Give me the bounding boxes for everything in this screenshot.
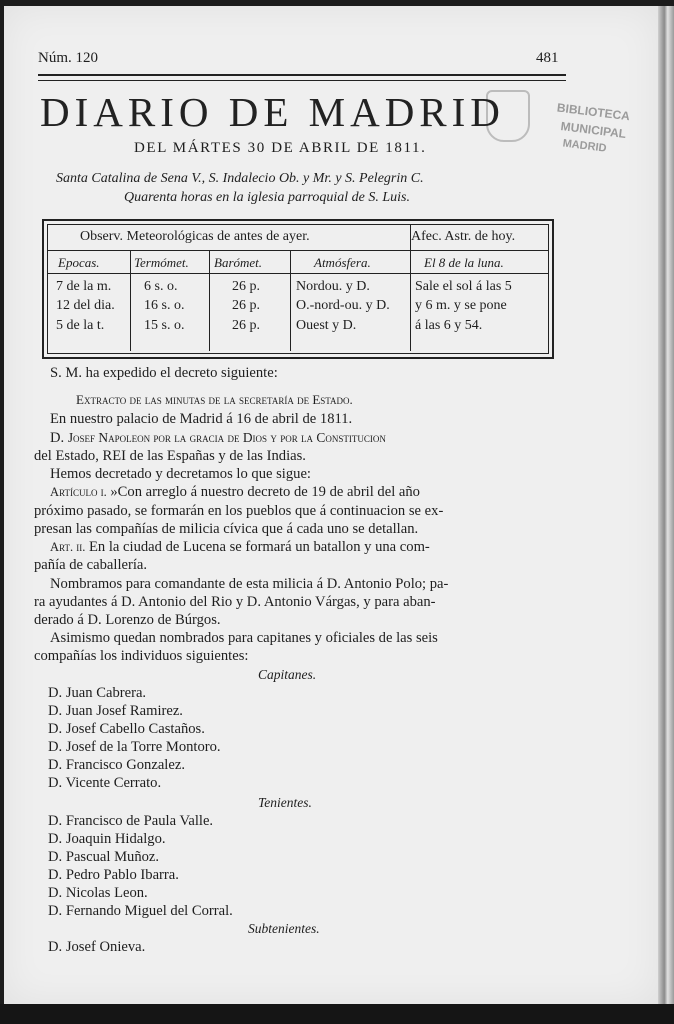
col-header-termometro: Termómet. xyxy=(134,255,189,270)
weather-table xyxy=(42,219,554,359)
decree-text: Hemos decretado y decretamos lo que sigue: xyxy=(50,466,311,482)
col-header-luna: El 8 de la luna. xyxy=(424,255,504,270)
list-item: D. Juan Josef Ramirez. xyxy=(48,703,183,719)
table-cell: 16 s. o. xyxy=(144,298,185,313)
list-item: D. Francisco Gonzalez. xyxy=(48,757,185,773)
decree-heading: Extracto de las minutas de la secretaría de Estado. xyxy=(76,392,353,407)
decree-text: presan las compañías de milicia cívica que á cada uno se detallan. xyxy=(34,521,419,537)
decree-king-line: D. Josef Napoleon por la gracia de Dios y por la Constitucion xyxy=(50,430,386,446)
library-stamp: BIBLIOTECA MUNICIPAL MADRID xyxy=(556,100,631,155)
list-item: D. Vicente Cerrato. xyxy=(48,775,162,791)
table-cell: 6 s. o. xyxy=(144,279,178,294)
list-item: D. Josef Cabello Castaños. xyxy=(48,721,205,737)
issue-date: DEL MÁRTES 30 DE ABRIL DE 1811. xyxy=(134,140,427,156)
col-header-barometro: Barómet. xyxy=(214,255,263,270)
decree-text: ra ayudantes á D. Antonio del Rio y D. Antonio Várgas, y para aban- xyxy=(34,594,436,610)
decree-text: pañía de caballería. xyxy=(34,557,148,573)
decree-intro: S. M. ha expedido el decreto siguiente: xyxy=(50,365,278,381)
page-number: 481 xyxy=(536,50,559,66)
table-cell: 15 s. o. xyxy=(144,318,185,333)
table-cell: 26 p. xyxy=(232,318,260,333)
article-2: Art. ii. En la ciudad de Lucena se formará un batallon y una com- xyxy=(50,539,430,555)
capitanes-heading: Capitanes. xyxy=(258,667,317,682)
table-cell: 26 p. xyxy=(232,298,260,313)
list-item: D. Pascual Muñoz. xyxy=(48,849,160,865)
table-cell: 26 p. xyxy=(232,279,260,294)
issue-number: Núm. 120 xyxy=(38,50,98,66)
subtenientes-heading: Subtenientes. xyxy=(248,921,320,936)
decree-text: próximo pasado, se formarán en los pueblos que á continuacion se ex- xyxy=(34,503,444,519)
book-page-edge xyxy=(658,6,674,1004)
col-header-atmosfera: Atmósfera. xyxy=(314,255,371,270)
table-cell: 12 del dia. xyxy=(56,298,115,313)
list-item: D. Pedro Pablo Ibarra. xyxy=(48,867,179,883)
table-cell: Sale el sol á las 5 xyxy=(415,279,512,294)
quarenta-horas: Quarenta horas en la iglesia parroquial de S. Luis. xyxy=(124,190,410,205)
table-cell: Ouest y D. xyxy=(296,318,357,333)
table-cell: á las 6 y 54. xyxy=(415,318,483,333)
decree-text: Asimismo quedan nombrados para capitanes y oficiales de las seis xyxy=(50,630,438,646)
decree-text: Nombramos para comandante de esta milicia á D. Antonio Polo; pa- xyxy=(50,576,449,592)
list-item: D. Joaquin Hidalgo. xyxy=(48,831,166,847)
list-item: D. Nicolas Leon. xyxy=(48,885,148,901)
scan-background xyxy=(0,1004,674,1024)
table-cell: 7 de la m. xyxy=(56,279,112,294)
table-cell: O.-nord-ou. y D. xyxy=(296,298,390,313)
col-header-epocas: Epocas. xyxy=(58,255,100,270)
astronomy-title: Afec. Astr. de hoy. xyxy=(411,229,516,244)
table-cell: Nordou. y D. xyxy=(296,279,370,294)
decree-text: compañías los individuos siguientes: xyxy=(34,648,249,664)
list-item: D. Juan Cabrera. xyxy=(48,685,147,701)
table-cell: y 6 m. y se pone xyxy=(415,298,507,313)
newspaper-page xyxy=(4,6,658,1004)
article-1: Artículo i. »Con arreglo á nuestro decreto de 19 de abril del año xyxy=(50,484,420,500)
tenientes-heading: Tenientes. xyxy=(258,795,312,810)
decree-text: del Estado, REI de las Españas y de las Indias. xyxy=(34,448,306,464)
list-item: D. Fernando Miguel del Corral. xyxy=(48,903,233,919)
decree-place-date: En nuestro palacio de Madrid á 16 de abril de 1811. xyxy=(50,411,353,427)
weather-observations-title: Observ. Meteorológicas de antes de ayer. xyxy=(80,229,310,244)
saints-of-day: Santa Catalina de Sena V., S. Indalecio Ob. y Mr. y S. Pelegrin C. xyxy=(56,171,424,186)
list-item: D. Josef Onieva. xyxy=(48,939,146,955)
header-rule xyxy=(38,74,566,81)
list-item: D. Josef de la Torre Montoro. xyxy=(48,739,221,755)
decree-text: derado á D. Lorenzo de Búrgos. xyxy=(34,612,221,628)
list-item: D. Francisco de Paula Valle. xyxy=(48,813,214,829)
table-cell: 5 de la t. xyxy=(56,318,105,333)
masthead-title: DIARIO DE MADRID xyxy=(40,89,505,135)
